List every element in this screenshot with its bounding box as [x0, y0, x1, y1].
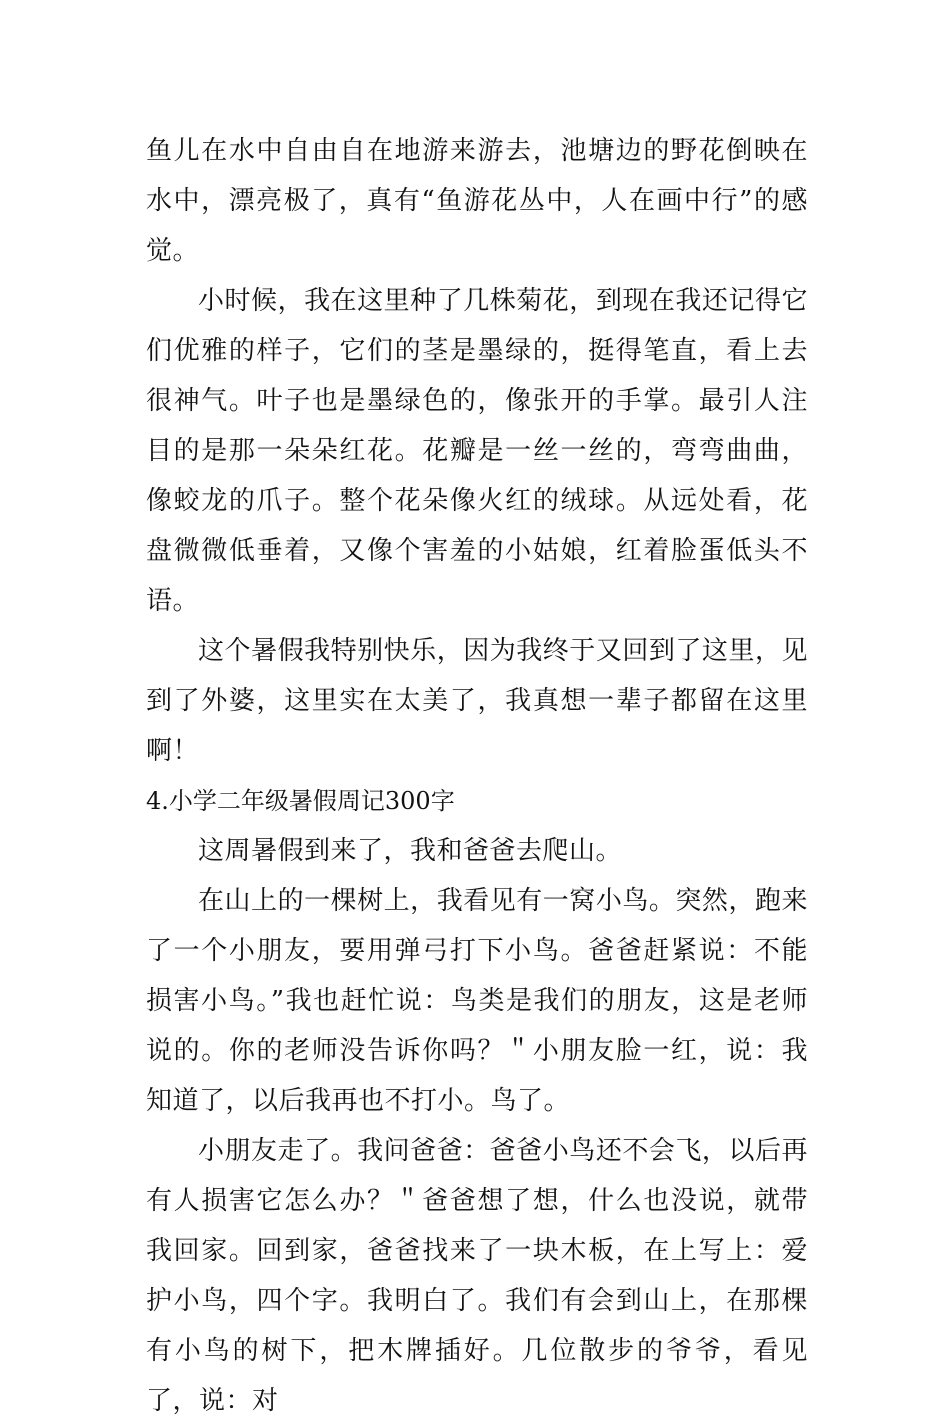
paragraph-summer-joy: 这个暑假我特别快乐，因为我终于又回到了这里，见到了外婆，这里实在太美了，我真想一辈子都留在这里啊！ — [146, 636, 808, 766]
document-body — [146, 126, 808, 1426]
paragraph-birds-tree: 在山上的一棵树上，我看见有一窝小鸟。突然，跑来了一个小朋友，要用弹弓打下小鸟。爸爸赶紧说：不能损害小鸟。”我也赶忙说：鸟类是我们的朋友，这是老师说的。你的老师没告诉你吗？＂小朋友脸一红，说：我知道了，以后我再也不打小。鸟了。 — [146, 886, 808, 1116]
paragraph-climbing: 这周暑假到来了，我和爸爸去爬山。 — [198, 836, 623, 866]
paragraph-pond: 鱼儿在水中自由自在地游来游去，池塘边的野花倒映在水中，漂亮极了，真有“鱼游花丛中，人在画中行”的感觉。 — [146, 136, 808, 266]
paragraph-chrysanthemum: 小时候，我在这里种了几株菊花，到现在我还记得它们优雅的样子，它们的茎是墨绿的，挺得笔直，看上去很神气。叶子也是墨绿色的，像张开的手掌。最引人注目的是那一朵朵红花。花瓣是一丝一丝的，弯弯曲曲，像蛟龙的爪子。整个花朵像火红的绒球。从远处看，花盘微微低垂着，又像个害羞的小姑娘，红着脸蛋低头不语。 — [146, 286, 808, 616]
section-heading: 4.小学二年级暑假周记300字 — [146, 787, 455, 815]
paragraph-wooden-sign: 小朋友走了。我问爸爸：爸爸小鸟还不会飞，以后再有人损害它怎么办？＂爸爸想了想，什么也没说，就带我回家。回到家，爸爸找来了一块木板，在上写上：爱护小鸟，四个字。我明白了。我们有会到山上，在那棵有小鸟的树下，把木牌插好。几位散步的爷爷，看见了，说：对 — [146, 1136, 808, 1416]
